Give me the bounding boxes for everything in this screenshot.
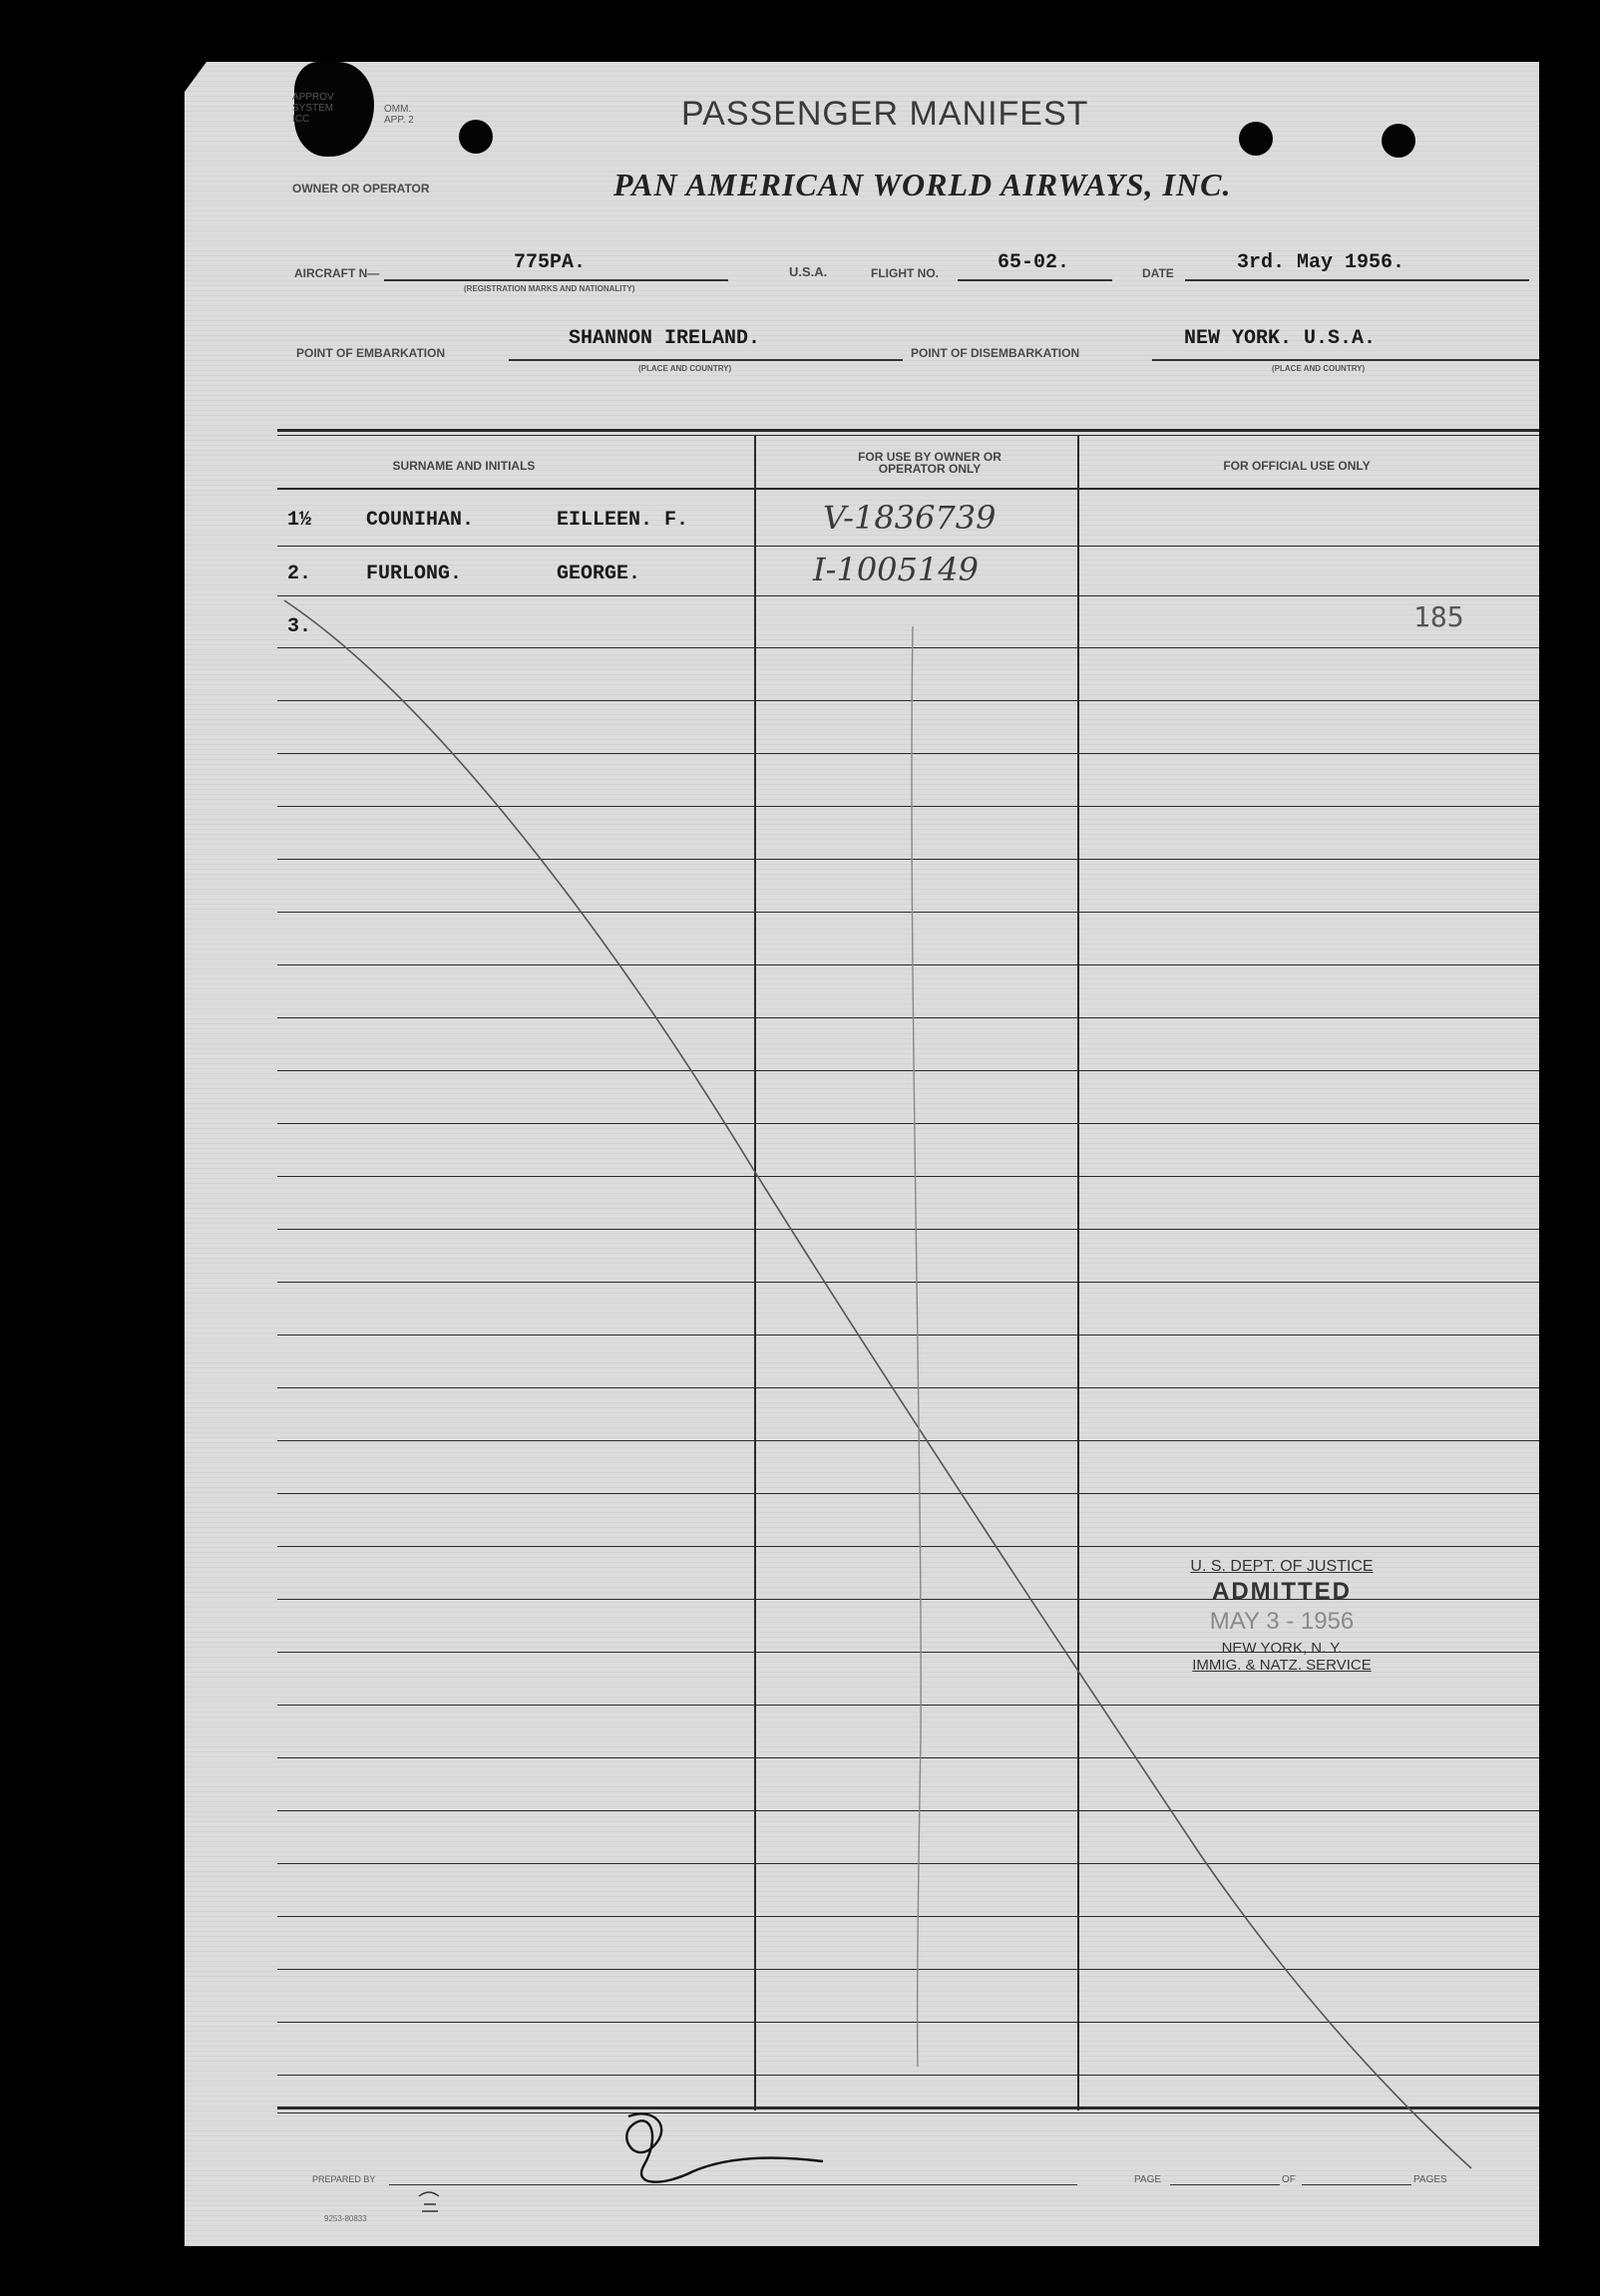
row-number: 1½ <box>287 509 312 532</box>
row-number: 3. <box>287 615 312 638</box>
date-value: 3rd. May 1956. <box>1237 251 1405 274</box>
embarkation-label: POINT OF EMBARKATION <box>296 346 446 360</box>
aircraft-value: 775PA. <box>514 251 587 274</box>
passenger-surname: COUNIHAN. <box>366 509 475 532</box>
sheet-corner-cut <box>185 62 206 92</box>
approval-text: APPROV SYSTEM ICC <box>292 92 334 125</box>
aircraft-label: AIRCRAFT N— <box>294 266 380 280</box>
page-label: PAGE <box>1134 2174 1162 2185</box>
admitted-stamp: U. S. DEPT. OF JUSTICE ADMITTED MAY 3 - 1956 NEW YORK, N. Y. IMMIG. & NATZ. SERVICE <box>1190 1558 1374 1674</box>
passenger-surname: FURLONG. <box>366 563 463 585</box>
passenger-given-name: EILLEEN. F. <box>557 509 689 532</box>
manifest-sheet <box>185 62 1539 2246</box>
official-use-entry: 185 <box>1413 600 1464 633</box>
row-number: 2. <box>287 563 312 585</box>
passenger-given-name: GEORGE. <box>557 563 641 585</box>
country-label: U.S.A. <box>789 264 828 279</box>
disembarkation-label: POINT OF DISEMBARKATION <box>911 346 1080 360</box>
embarkation-value: SHANNON IRELAND. <box>569 327 761 350</box>
disembarkation-value: NEW YORK. U.S.A. <box>1184 327 1377 350</box>
handwritten-marks <box>185 62 1539 2246</box>
flight-label: FLIGHT NO. <box>871 266 939 280</box>
owner-name: PAN AMERICAN WORLD AIRWAYS, INC. <box>613 167 1232 202</box>
registration-note: (REGISTRATION MARKS AND NATIONALITY) <box>464 284 635 293</box>
of-label: OF <box>1282 2174 1296 2185</box>
signature <box>626 2113 823 2181</box>
place-note-1: (PLACE AND COUNTRY) <box>638 364 732 373</box>
column-header-official-use: FOR OFFICIAL USE ONLY <box>1223 459 1371 473</box>
form-title: PASSENGER MANIFEST <box>681 95 1089 133</box>
column-header-owner-use: FOR USE BY OWNER OR OPERATOR ONLY <box>858 450 1001 476</box>
cancel-stroke <box>284 600 1471 2168</box>
owner-label: OWNER OR OPERATOR <box>292 182 430 195</box>
form-number: 9253-80833 <box>324 2214 367 2223</box>
approval-text-2: OMM. APP. 2 <box>384 104 414 126</box>
flight-value: 65-02. <box>998 251 1070 274</box>
owner-use-entry: V-1836739 <box>823 499 997 537</box>
form-mark-icon <box>419 2192 439 2211</box>
date-label: DATE <box>1142 266 1174 280</box>
column-header-surname: SURNAME AND INITIALS <box>392 459 536 473</box>
pencil-line <box>912 626 921 2067</box>
pages-label: PAGES <box>1413 2174 1447 2185</box>
owner-use-entry: I-1005149 <box>813 551 979 588</box>
place-note-2: (PLACE AND COUNTRY) <box>1272 364 1366 373</box>
prepared-by-label: PREPARED BY <box>312 2174 376 2184</box>
